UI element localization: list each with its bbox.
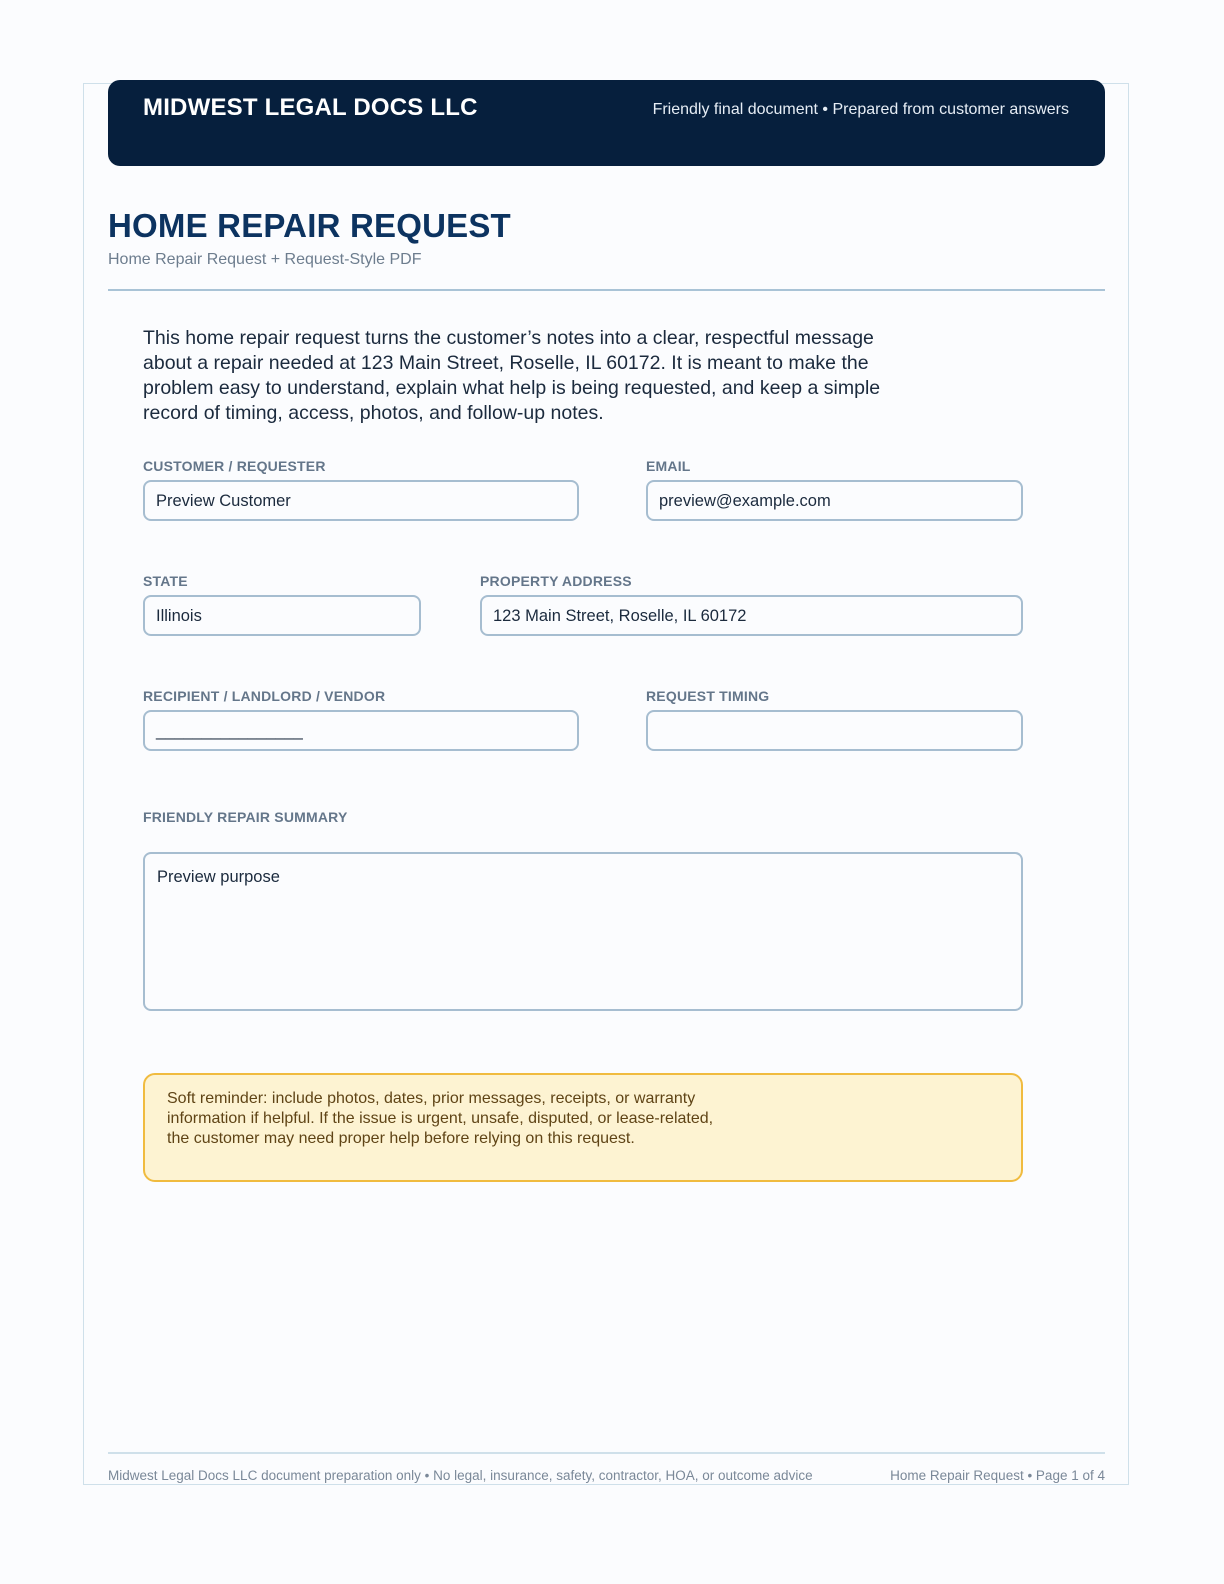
header-tagline: Friendly final document • Prepared from customer answers — [652, 101, 1069, 118]
customer-label: CUSTOMER / REQUESTER — [143, 458, 326, 474]
customer-field[interactable]: Preview Customer — [143, 480, 579, 521]
state-field[interactable]: Illinois — [143, 595, 421, 636]
document-subtitle: Home Repair Request + Request-Style PDF — [108, 251, 422, 268]
email-field[interactable]: preview@example.com — [646, 480, 1023, 521]
repair-summary-label: FRIENDLY REPAIR SUMMARY — [143, 809, 348, 825]
request-timing-label: REQUEST TIMING — [646, 688, 770, 704]
title-divider — [108, 289, 1105, 291]
property-address-label: PROPERTY ADDRESS — [480, 573, 632, 589]
intro-paragraph: This home repair request turns the customer’s notes into a clear, respectful message about a repair needed at 123 Main Street, Roselle, IL 60172. It is meant to make the problem easy to understand, explain what help is being requested, and keep a simple record of timing, access, photos, and follow-up notes. — [143, 327, 881, 424]
property-address-field[interactable]: 123 Main Street, Roselle, IL 60172 — [480, 595, 1023, 636]
header-bar — [108, 80, 1105, 166]
footer-disclaimer: Midwest Legal Docs LLC document preparation only • No legal, insurance, safety, contractor, HOA, or outcome advice — [108, 1468, 813, 1483]
page-frame — [83, 83, 1129, 1485]
brand-name: MIDWEST LEGAL DOCS LLC — [143, 94, 478, 121]
repair-summary-field[interactable]: Preview purpose — [143, 852, 1023, 1011]
reminder-text: Soft reminder: include photos, dates, prior messages, receipts, or warranty information if helpful. If the issue is urgent, unsafe, disputed, or lease-related, the customer may need proper help before relying on this request. — [167, 1090, 714, 1147]
document-title: HOME REPAIR REQUEST — [108, 207, 511, 244]
recipient-field[interactable]: ________________ — [143, 710, 579, 751]
footer-divider — [108, 1452, 1105, 1454]
email-label: EMAIL — [646, 458, 691, 474]
footer-page-number: Home Repair Request • Page 1 of 4 — [890, 1468, 1105, 1483]
request-timing-field[interactable] — [646, 710, 1023, 751]
reminder-box — [143, 1073, 1023, 1182]
recipient-label: RECIPIENT / LANDLORD / VENDOR — [143, 688, 386, 704]
state-label: STATE — [143, 573, 188, 589]
